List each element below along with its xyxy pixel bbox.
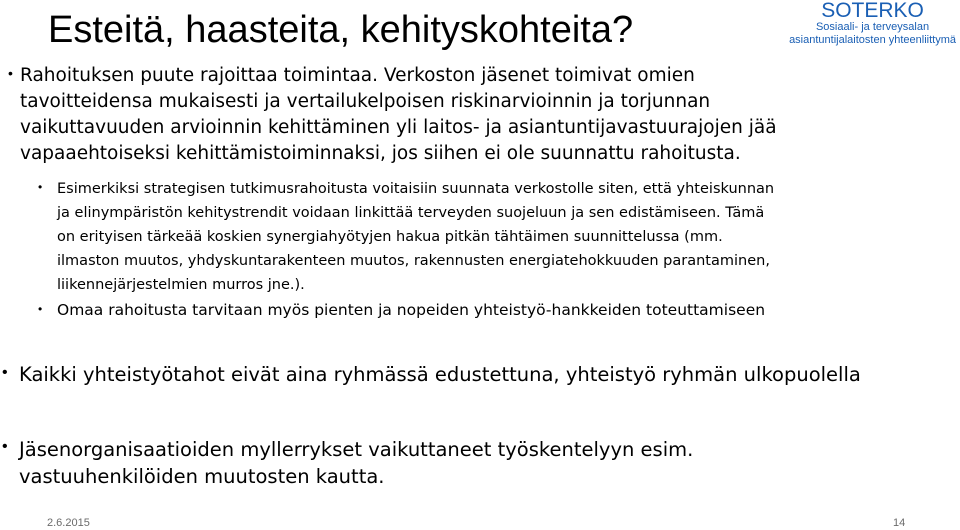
bullet-1a-text <box>57 177 774 297</box>
bullet-1a-line: ja elinympäristön kehitystrendit voidaan linkittää terveyden suojeluun ja sen edistämiseen. Tämä <box>57 205 765 221</box>
soterko-logo <box>789 0 956 47</box>
bullet-1-line: tavoitteidensa mukaisesti ja vertailukelpoisen riskinarvioinnin ja torjunnan <box>20 91 711 112</box>
bullet-1-text <box>20 63 777 167</box>
bullet-dot-icon: • <box>2 438 8 455</box>
bullet-1b-text <box>57 298 765 322</box>
bullet-1-line: vaikuttavuuden arvioinnin kehittäminen yli laitos- ja asiantuntijavastuurajojen jää <box>20 117 777 138</box>
bullet-3-text <box>19 436 693 490</box>
bullet-3-line: vastuuhenkilöiden muutosten kautta. <box>19 465 385 488</box>
logo-subtitle-line1: Sosiaali- ja terveysalan <box>815 21 930 33</box>
slide-title: Esteitä, haasteita, kehityskohteita? <box>48 9 634 51</box>
bullet-1-line: Rahoituksen puute rajoittaa toimintaa. Verkoston jäsenet toimivat omien <box>20 65 695 86</box>
bullet-2-line: Kaikki yhteistyötahot eivät aina ryhmässä edustettuna, yhteistyö ryhmän ulkopuolella <box>19 363 861 386</box>
bullet-1a-line: liikennejärjestelmien murros jne.). <box>57 277 305 293</box>
bullet-dot-icon: • <box>2 364 8 381</box>
bullet-1a-line: Esimerkiksi strategisen tutkimusrahoitusta voitaisiin suunnata verkostolle siten, että yhteiskunnan <box>57 181 775 197</box>
footer-date: 2.6.2015 <box>47 517 90 529</box>
footer-page-number: 14 <box>893 517 906 529</box>
logo-name: SOTERKO <box>821 0 924 22</box>
bullet-2-text <box>19 362 861 388</box>
bullet-1a-line: ilmaston muutos, yhdyskuntarakenteen muutos, rakennusten energiatehokkuuden parantaminen, <box>57 253 770 269</box>
logo-subtitle-line2: asiantuntijalaitosten yhteenliittymä <box>789 34 956 46</box>
bullet-dot-icon: • <box>8 65 13 81</box>
bullet-3-line: Jäsenorganisaatioiden myllerrykset vaikuttaneet työskentelyyn esim. <box>19 438 694 461</box>
bullet-dot-icon: • <box>38 302 43 316</box>
bullet-1b-line: Omaa rahoitusta tarvitaan myös pienten ja nopeiden yhteistyö-hankkeiden toteuttamiseen <box>57 301 766 319</box>
bullet-1a-line: on erityisen tärkeää koskien synergiahyötyjen hakua pitkän tähtäimen suunnittelussa (mm. <box>57 229 723 245</box>
bullet-dot-icon: • <box>38 180 43 194</box>
bullet-1-line: vapaaehtoiseksi kehittämistoiminnaksi, jos siihen ei ole suunnattu rahoitusta. <box>20 143 741 164</box>
